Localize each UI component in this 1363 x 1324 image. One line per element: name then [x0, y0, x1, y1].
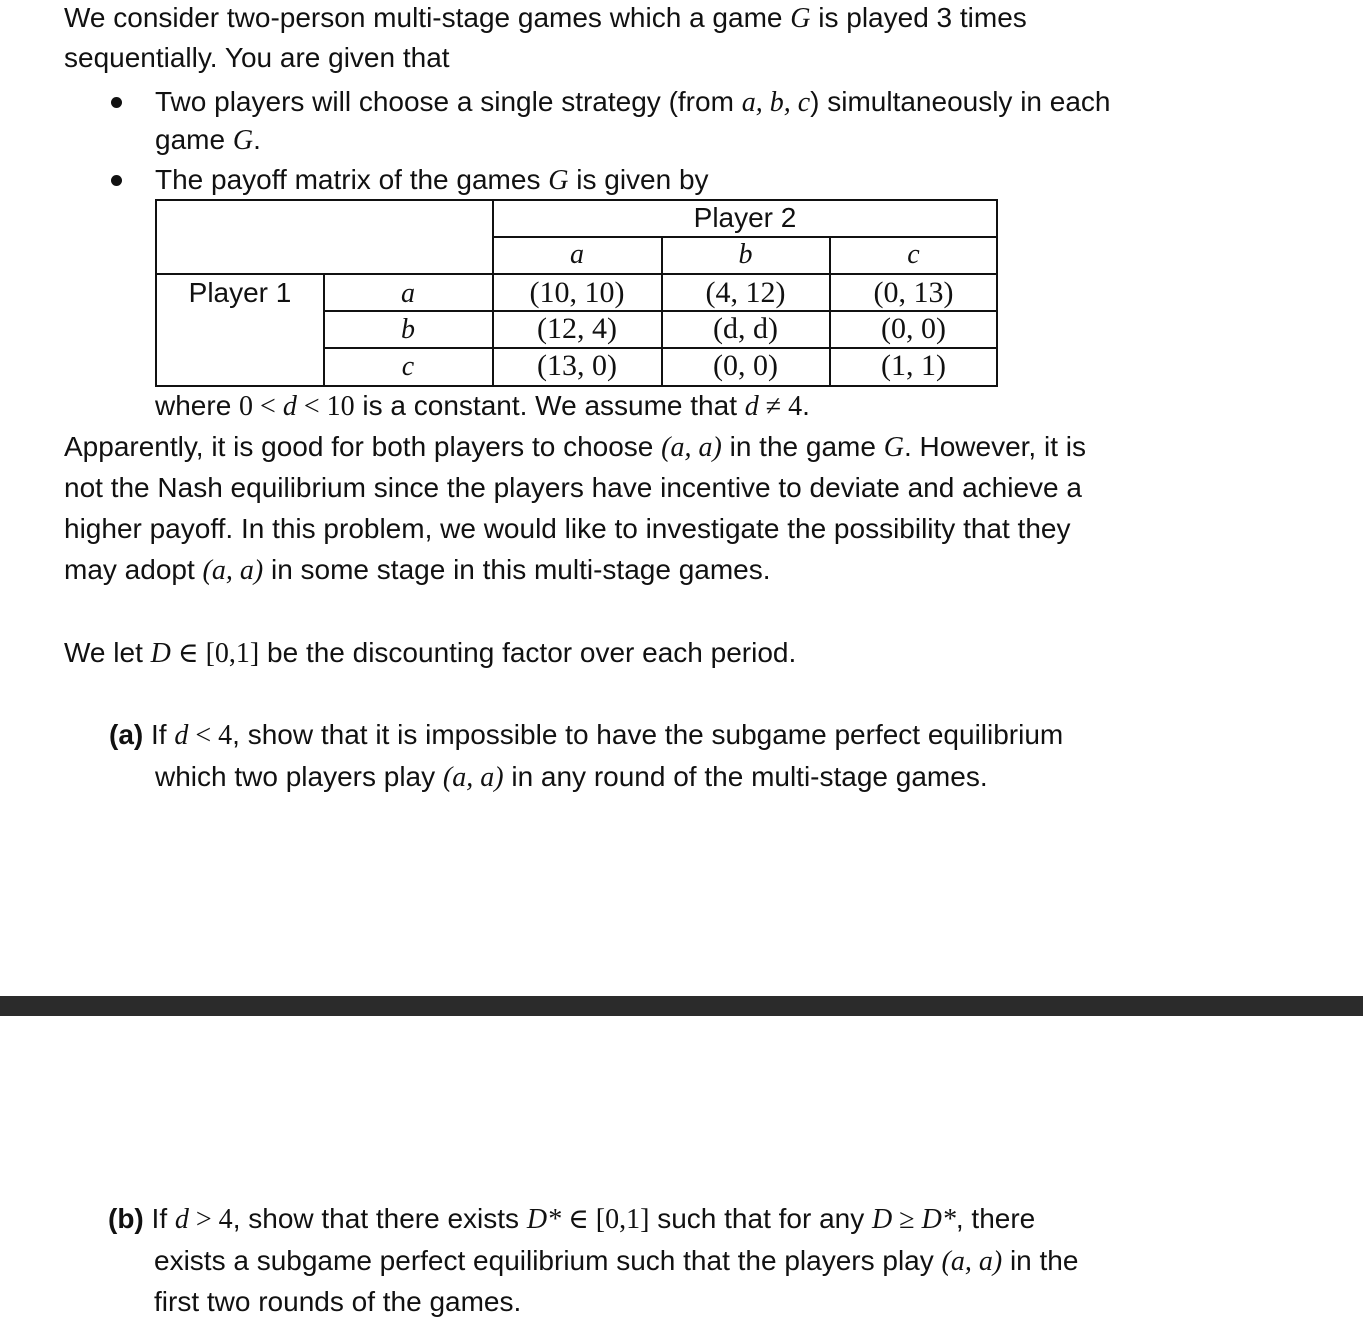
para2-line-1: Apparently, it is good for both players to choose (a, a) in the game G. However, it is [64, 431, 1086, 463]
math-strategies: a, b, c [741, 87, 811, 118]
payoff-cell: (10, 10) [529, 276, 625, 309]
intro-text: is played 3 times [810, 2, 1027, 33]
part-a-line-1: (a) If d < 4, show that it is impossible to have the subgame perfect equilibrium [109, 719, 1064, 751]
row-strategy-a: a [401, 278, 415, 309]
part-b-line-2: exists a subgame perfect equilibrium such that the players play (a, a) in the [154, 1245, 1079, 1277]
player-1-label: Player 1 [188, 277, 292, 308]
constraint-line: where 0 < d < 10 is a constant. We assume that d ≠ 4. [155, 390, 810, 422]
math-G: G [548, 165, 569, 196]
bullet-1-line-2: game G. [155, 124, 261, 156]
row-strategy-c: c [401, 351, 415, 382]
payoff-cell: (0, 0) [881, 312, 946, 345]
intro-text: We consider two-person multi-stage games which a game [64, 2, 791, 33]
math-G: G [232, 125, 254, 156]
payoff-cell: (12, 4) [537, 312, 617, 345]
payoff-cell: (d, d) [713, 312, 778, 345]
part-a-label: (a) [109, 719, 144, 750]
bullet-dot [111, 97, 122, 108]
para2-line-3: higher payoff. In this problem, we would like to investigate the possibility that they [64, 513, 1071, 544]
para2-line-2: not the Nash equilibrium since the players have incentive to deviate and achieve a [64, 472, 1082, 503]
intro-line-1 [64, 1, 1027, 36]
part-b-line-1: (b) If d > 4, show that there exists D* ∈ [0,1] such that for any D ≥ D*, there [108, 1203, 1036, 1235]
payoff-cell: (4, 12) [705, 276, 786, 309]
payoff-cell: (0, 0) [713, 349, 778, 382]
intro-line-2: sequentially. You are given that [64, 42, 450, 73]
bullet-2-line-1: The payoff matrix of the games G is given by [155, 164, 709, 196]
col-strategy-b: b [738, 239, 753, 270]
math-G: G [790, 3, 811, 34]
payoff-cell: (13, 0) [537, 349, 617, 382]
para2-line-4: may adopt (a, a) in some stage in this multi-stage games. [64, 554, 771, 586]
table-border [155, 385, 998, 387]
payoff-matrix-table [155, 199, 998, 387]
row-strategy-b: b [401, 314, 415, 345]
payoff-cell: (0, 13) [873, 276, 954, 309]
bullet-dot [111, 175, 122, 186]
part-a-line-2: which two players play (a, a) in any round of the multi-stage games. [155, 761, 988, 793]
section-divider [0, 996, 1363, 1016]
part-b-label: (b) [108, 1203, 144, 1234]
player-2-label: Player 2 [693, 202, 797, 233]
discount-line: We let D ∈ [0,1] be the discounting factor over each period. [64, 637, 797, 669]
col-strategy-a: a [570, 239, 584, 270]
bullet-1-line-1: Two players will choose a single strategy (from a, b, c) simultaneously in each [155, 86, 1111, 118]
col-strategy-c: c [907, 239, 920, 270]
part-b-line-3: first two rounds of the games. [154, 1286, 522, 1317]
payoff-cell: (1, 1) [881, 349, 946, 382]
